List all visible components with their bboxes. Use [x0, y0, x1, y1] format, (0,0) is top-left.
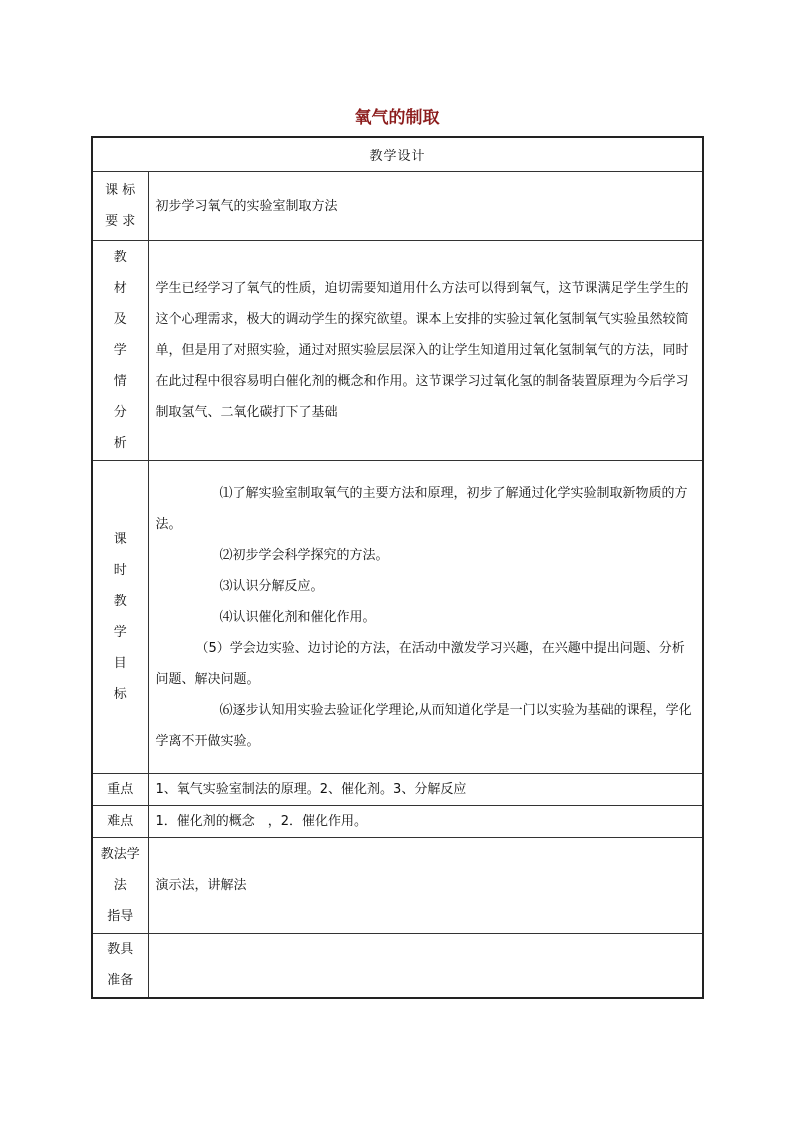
- row-analysis: [92, 241, 703, 461]
- objectives-content: [148, 461, 703, 774]
- row-label-standard: 课 标 要 求: [92, 172, 148, 241]
- objective-item: ⑵初步学会科学探究的方法。: [219, 547, 389, 563]
- row-tools: [92, 934, 703, 998]
- row-key-points: [92, 774, 703, 806]
- row-label-objectives: 课 时 教 学 目 标: [92, 461, 148, 774]
- objective-item: （5）学会边实验、边讨论的方法，在活动中激发学习兴趣，在兴趣中提出问题、分析问题、解决问题。: [155, 640, 685, 687]
- tools-content: [148, 934, 703, 998]
- methods-content: 演示法，讲解法: [148, 838, 703, 934]
- row-standard: [92, 172, 703, 241]
- row-label-methods: 教法学 法 指导: [92, 838, 148, 934]
- objective-item: ⑶认识分解反应。: [219, 578, 324, 594]
- row-label-analysis: 教 材 及 学 情 分 析: [92, 241, 148, 461]
- difficulties-content: 1．催化剂的概念 ，2．催化作用。: [148, 806, 703, 838]
- row-label-difficulties: 难点: [92, 806, 148, 838]
- objective-item: ⑹逐步认知用实验去验证化学理论,从而知道化学是一门以实验为基础的课程，学化学离不开做实验。: [155, 702, 692, 749]
- row-label-tools: 教具 准备: [92, 934, 148, 998]
- row-methods: [92, 838, 703, 934]
- table-header-row: [92, 137, 703, 172]
- standard-content: 初步学习氧气的实验室制取方法: [148, 172, 703, 241]
- row-objectives: [92, 461, 703, 774]
- row-label-key-points: 重点: [92, 774, 148, 806]
- table-header: 教学设计: [92, 137, 703, 172]
- key-points-content: 1、氧气实验室制法的原理。2、催化剂。3、分解反应: [148, 774, 703, 806]
- row-difficulties: [92, 806, 703, 838]
- objective-item: ⑷认识催化剂和催化作用。: [219, 609, 376, 625]
- lesson-plan-table: [91, 136, 704, 999]
- analysis-content: 学生已经学习了氧气的性质，迫切需要知道用什么方法可以得到氧气，这节课满足学生学生的这个心理需求，极大的调动学生的探究欲望。课本上安排的实验过氧化氢制氧气实验虽然较简单，但是用了对照实验，通过对照实验层层深入的让学生知道用过氧化氢制氧气的方法，同时在此过程中很容易明白催化剂的概念和作用。这节课学习过氧化氢的制备装置原理为今后学习制取氢气、二氧化碳打下了基础: [148, 241, 703, 461]
- page-title: 氧气的制取: [354, 108, 440, 128]
- objective-item: ⑴了解实验室制取氧气的主要方法和原理，初步了解通过化学实验制取新物质的方法。: [155, 485, 688, 532]
